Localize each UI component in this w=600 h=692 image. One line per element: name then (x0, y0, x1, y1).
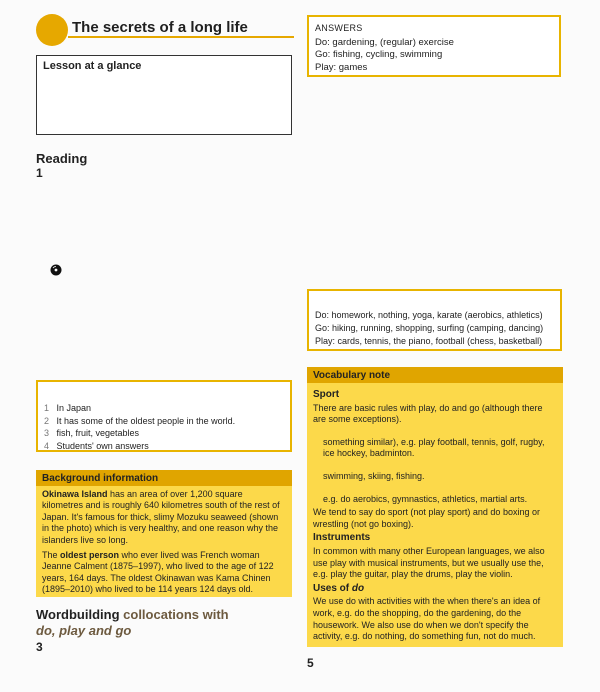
audio-cd-icon (50, 264, 62, 276)
background-information-panel (36, 470, 292, 597)
background-heading: Background information (36, 470, 292, 486)
sport-text: There are basic rules with play, do and go (although there are some exceptions). (313, 402, 543, 425)
answer-line: Go: fishing, cycling, swimming (315, 49, 443, 60)
title-circle-icon (36, 14, 68, 46)
vocabulary-note-heading: Vocabulary note (307, 367, 563, 383)
lesson-at-a-glance-label: Lesson at a glance (43, 60, 142, 72)
sport-heading: Sport (313, 389, 340, 400)
list-item: 4 Students' own answers (44, 440, 149, 451)
do-line: e.g. do aerobics, gymnastics, athletics, martial arts. (323, 493, 528, 504)
reading-number: 1 (36, 166, 43, 180)
background-paragraph-2: The oldest person who ever lived was French woman Jeanne Calment (1875–1997), who lived to the age of 122 years, 164 days. The oldest Okinawan was Kama Chinen (1895–2010) who lived to be 114 years 124 days old. (42, 550, 274, 595)
uses-of-do-text: We use do with activities with the when there's an idea of work, e.g. do the shopping, do the gardening, do the housework. We also use do when we don't specify the activity, e.g. do nothing, do something fun, not do much. (313, 596, 541, 642)
page-number: 5 (307, 656, 314, 670)
reading-heading: Reading (36, 151, 88, 166)
wordbuilding-number: 3 (36, 640, 43, 654)
answer-line: Do: gardening, (regular) exercise (315, 36, 454, 48)
background-paragraph-1: Okinawa Island has an area of over 1,200 square kilometres and is roughly 640 kilometres south of the rest of Japan. It's famous for thick, slimy Mozuku seaweed (shown in the photo) which is very healthy, and one reason why the islanders live so long. (42, 489, 280, 545)
title-underline (68, 36, 294, 38)
answers-box-1 (307, 15, 561, 77)
uses-of-do-heading: Uses of do (313, 582, 365, 594)
list-item: 1 In Japan (44, 403, 92, 413)
vocabulary-note-panel (307, 367, 563, 647)
answers-box-3 (36, 380, 292, 452)
answers-heading: ANSWERS (315, 23, 363, 33)
answer-line: Do: homework, nothing, yoga, karate (aerobics, athletics) (315, 310, 543, 320)
answer-line: Go: hiking, running, shopping, surfing (camping, dancing) (315, 323, 544, 333)
page-title: The secrets of a long life (72, 19, 248, 36)
instruments-heading: Instruments (313, 532, 371, 544)
answer-line: Play: cards, tennis, the piano, football (chess, basketball) (315, 336, 543, 346)
list-item: 2 It has some of the oldest people in the world. (44, 415, 236, 426)
list-item: 3 fish, fruit, vegetables (44, 428, 140, 438)
instruments-text: In common with many other European languages, we also use play with musical instruments, but we usually use the, e.g. play the guitar, play the drums, play the violin. (313, 545, 545, 580)
wordbuilding-heading: Wordbuilding collocations with do, play and go 3 (36, 607, 229, 654)
answer-line: Play: games (315, 61, 368, 73)
go-line: swimming, skiing, fishing. (323, 470, 425, 481)
play-line: something similar), e.g. play football, tennis, golf, rugby, ice hockey, badminton. (323, 436, 545, 459)
lesson-at-a-glance-box (36, 55, 292, 135)
tend-text: We tend to say do sport (not play sport) and do boxing or wrestling (not go boxing). (313, 507, 540, 529)
answers-box-2 (307, 289, 562, 351)
